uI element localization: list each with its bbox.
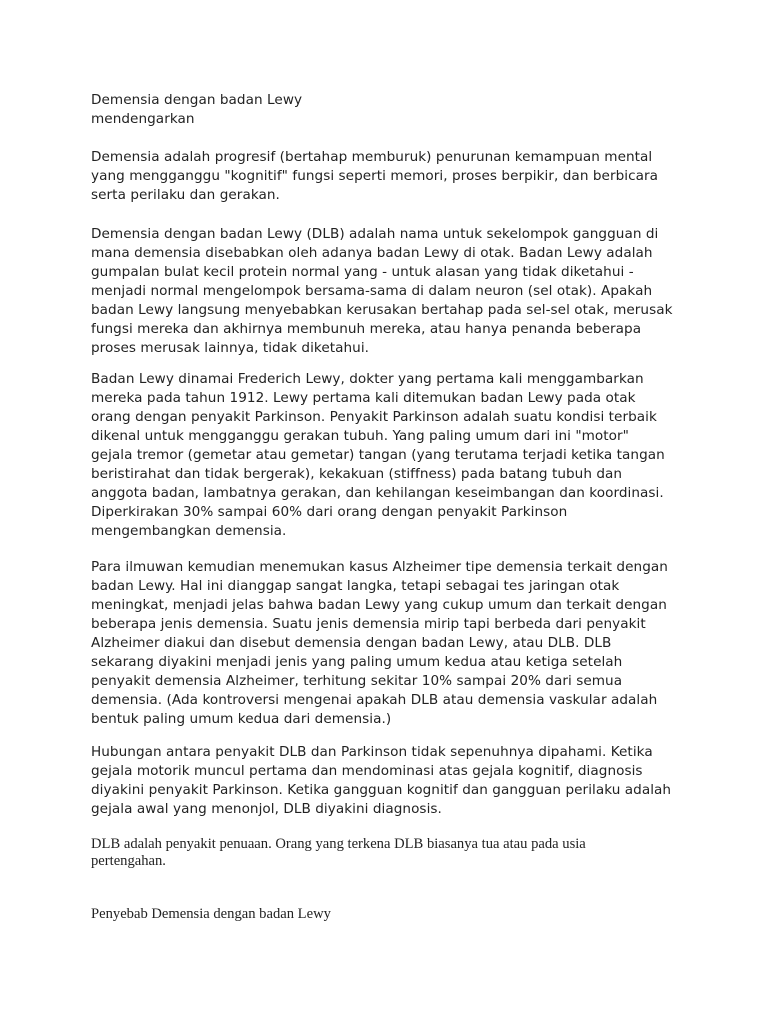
section-heading: Penyebab Demensia dengan badan Lewy [91,906,331,922]
paragraph-frederich-lewy: Badan Lewy dinamai Frederich Lewy, dokter yang pertama kali menggambarkan mereka pada tahun 1912. Lewy pertama kali ditemukan badan Lewy pada otak orang dengan penyakit Parkinson. Penyakit Parkinson adalah suatu kondisi terbaik dikenal untuk mengganggu gerakan tubuh. Yang paling umum dari ini "motor" gejala tremor (gemetar atau gemetar) tangan (yang terutama terjadi ketika tangan beristirahat dan tidak bergerak), kekakuan (stiffness) pada batang tubuh dan anggota badan, lambatnya gerakan, dan kehilangan keseimbangan dan koordinasi. Diperkirakan 30% sampai 60% dari orang dengan penyakit Parkinson mengembangkan demensia. [91,371,665,539]
paragraph-aging: DLB adalah penyakit penuaan. Orang yang terkena DLB biasanya tua atau pada usia pertengahan. [91,836,586,869]
paragraph-parkinson-relation: Hubungan antara penyakit DLB dan Parkinson tidak sepenuhnya dipahami. Ketika gejala motorik muncul pertama dan mendominasi atas gejala kognitif, diagnosis diyakini penyakit Parkinson. Ketika gangguan kognitif dan gangguan perilaku adalah gejala awal yang menonjol, DLB diyakini diagnosis. [91,744,672,817]
document-subtitle: mendengarkan [91,111,195,127]
paragraph-dlb-overview: Demensia dengan badan Lewy (DLB) adalah nama untuk sekelompok gangguan di mana demensia disebabkan oleh adanya badan Lewy di otak. Badan Lewy adalah gumpalan bulat kecil protein normal yang - untuk alasan yang tidak diketahui - menjadi normal mengelompok bersama-sama di dalam neuron (sel otak). Apakah badan Lewy langsung menyebabkan kerusakan bertahap pada sel-sel otak, merusak fungsi mereka dan akhirnya membunuh mereka, atau hanya penanda beberapa proses merusak lainnya, tidak diketahui. [91,226,673,356]
document-title: Demensia dengan badan Lewy [91,92,303,108]
paragraph-definition: Demensia adalah progresif (bertahap memburuk) penurunan kemampuan mental yang mengganggu "kognitif" fungsi seperti memori, proses berpikir, dan berbicara serta perilaku dan gerakan. [91,149,659,203]
paragraph-alzheimer: Para ilmuwan kemudian menemukan kasus Alzheimer tipe demensia terkait dengan badan Lewy. Hal ini dianggap sangat langka, tetapi sebagai tes jaringan otak meningkat, menjadi jelas bahwa badan Lewy yang cukup umum dan terkait dengan beberapa jenis demensia. Suatu jenis demensia mirip tapi berbeda dari penyakit Alzheimer diakui dan disebut demensia dengan badan Lewy, atau DLB. DLB sekarang diyakini menjadi jenis yang paling umum kedua atau ketiga setelah penyakit demensia Alzheimer, terhitung sekitar 10% sampai 20% dari semua demensia. (Ada kontroversi mengenai apakah DLB atau demensia vaskular adalah bentuk paling umum kedua dari demensia.) [91,559,668,727]
